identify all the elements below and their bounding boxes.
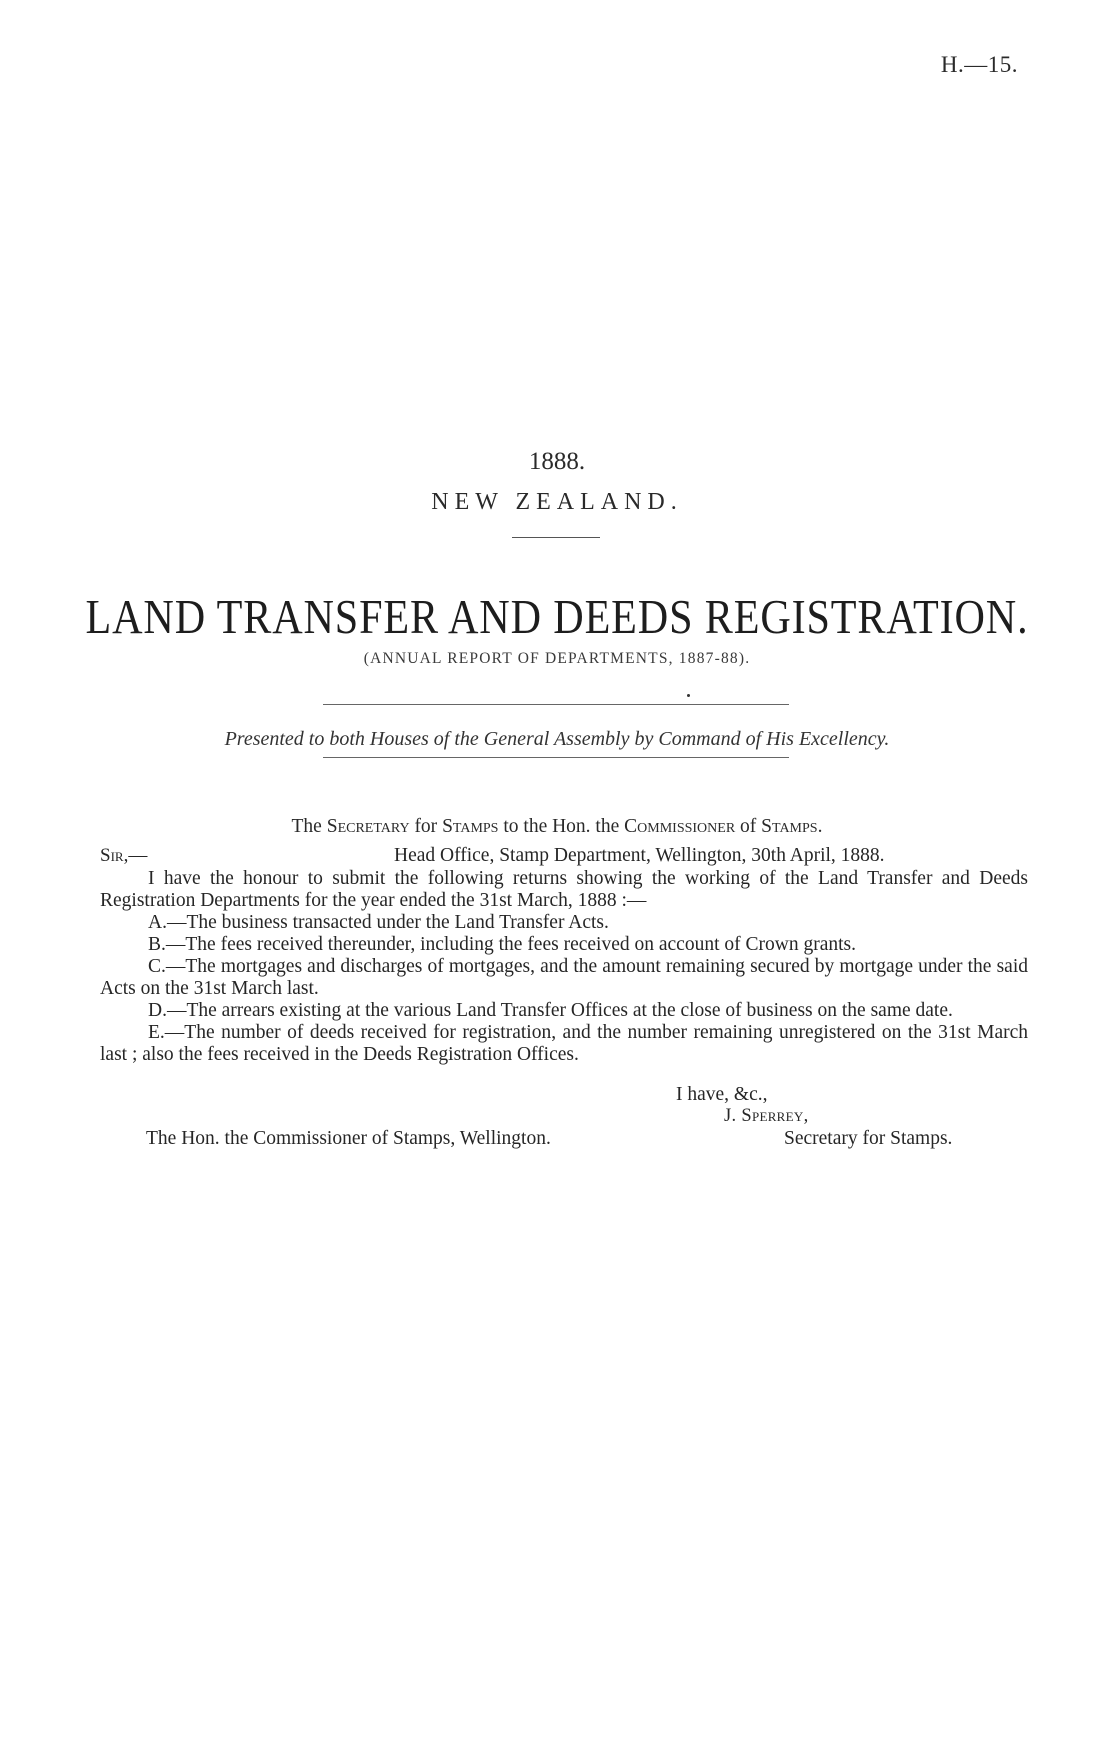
- signature: J. Sperrey,: [724, 1106, 809, 1126]
- presented-line: Presented to both Houses of the General Assembly by Command of His Excellency.: [224, 728, 890, 750]
- list-item: D.—The arrears existing at the various Land Transfer Offices at the close of business on the same date.: [148, 1000, 953, 1021]
- document-title: LAND TRANSFER AND DEEDS REGISTRATION.: [85, 589, 1029, 644]
- list-item: A.—The business transacted under the Land Transfer Acts.: [148, 912, 609, 933]
- heading-part: for: [409, 816, 443, 837]
- closing-line: I have, &c.,: [676, 1084, 768, 1105]
- list-item: C.—The mortgages and discharges of mortgages, and the amount remaining secured by mortgage under the said Acts on the 31st March last.: [100, 956, 1028, 999]
- addressee: The Hon. the Commissioner of Stamps, Wellington.: [146, 1128, 551, 1149]
- letter-body: [100, 868, 1028, 1066]
- list-item: E.—The number of deeds received for registration, and the number remaining unregistered on the 31st March last ; also the fees received in the Deeds Registration Offices.: [100, 1022, 1028, 1065]
- divider-bottom: [323, 757, 789, 758]
- intro-paragraph: I have the honour to submit the following returns showing the working of the Land Transfer and Deeds Registration Departments for the year ended the 31st March, 1888 :—: [100, 868, 1028, 911]
- stray-mark: [687, 694, 690, 697]
- heading-commissioner: Commissioner: [624, 816, 736, 837]
- heading-stamps: Stamps: [442, 816, 499, 837]
- list-item: B.—The fees received thereunder, including the fees received on account of Crown grants.: [148, 934, 856, 955]
- document-subtitle: (ANNUAL REPORT OF DEPARTMENTS, 1887-88).: [363, 650, 751, 667]
- signer-title: Secretary for Stamps.: [784, 1128, 953, 1149]
- heading-stamps: Stamps.: [761, 816, 823, 837]
- short-divider: [512, 537, 600, 538]
- heading-part: The: [291, 816, 327, 837]
- document-country: NEW ZEALAND.: [431, 489, 683, 515]
- document-year: 1888.: [528, 448, 586, 475]
- heading-part: to the Hon. the: [498, 816, 625, 837]
- dateline: Head Office, Stamp Department, Wellington, 30th April, 1888.: [394, 845, 885, 866]
- heading-secretary: Secretary: [326, 816, 410, 837]
- divider-top: [323, 704, 789, 705]
- salutation: Sir,—: [100, 845, 148, 866]
- page-reference: H.—15.: [940, 52, 1018, 77]
- heading-part: of: [735, 816, 762, 837]
- letter-heading: [0, 816, 1114, 838]
